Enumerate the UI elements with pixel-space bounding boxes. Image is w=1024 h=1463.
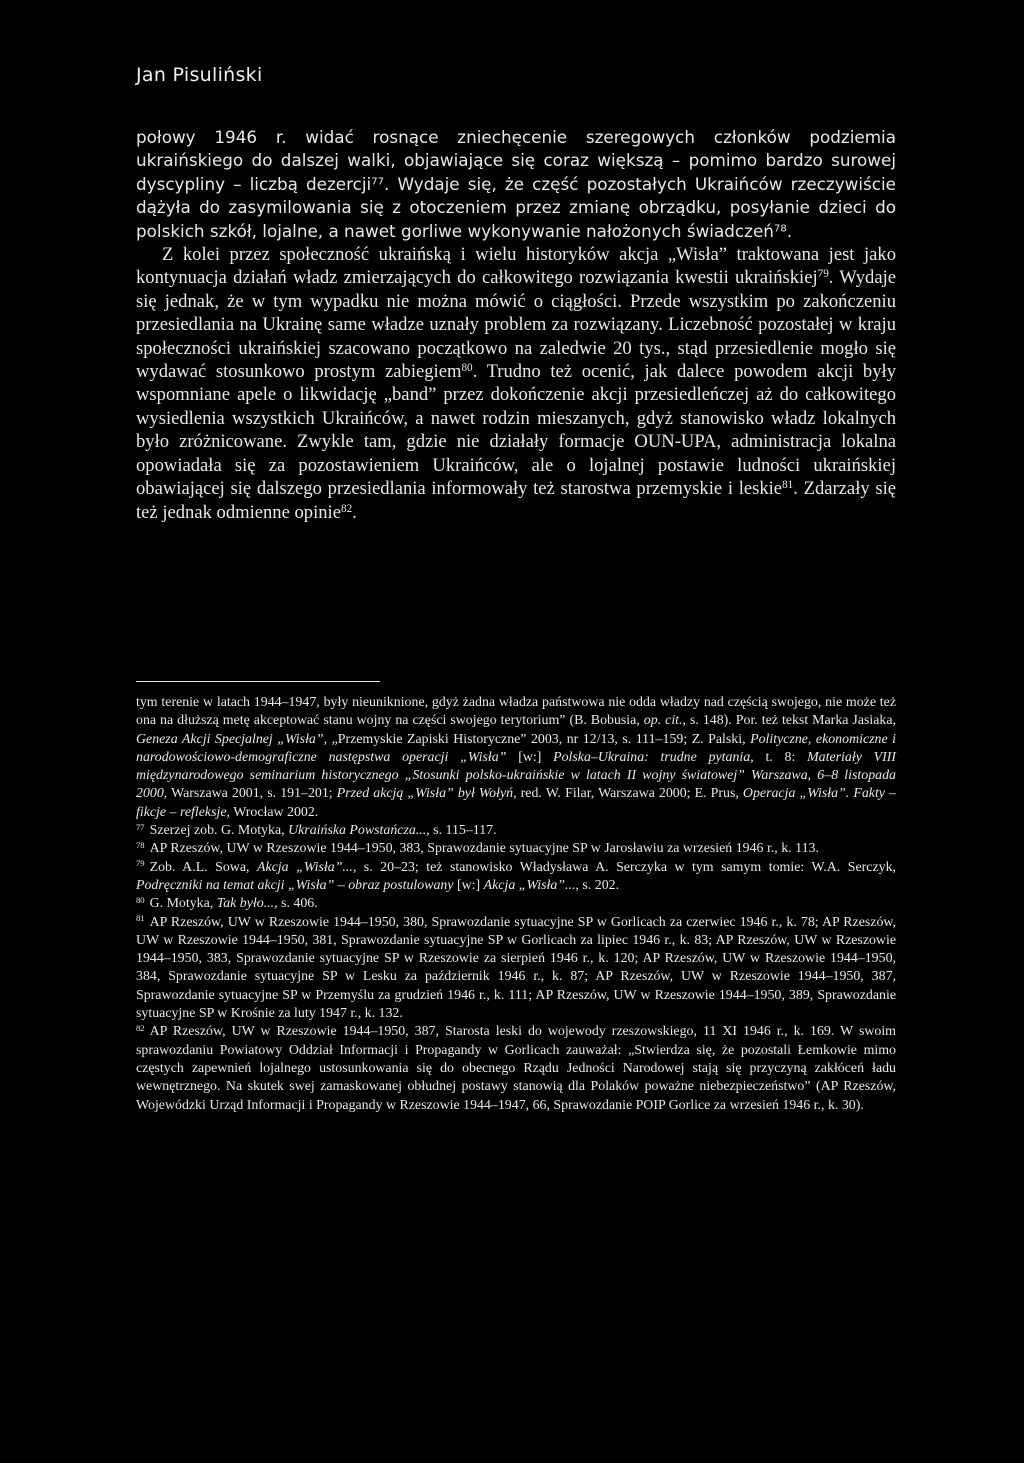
footnote-reference[interactable]: 81	[782, 478, 794, 491]
italic-citation: Akcja „Wisła”...	[256, 859, 353, 875]
footnote-82	[136, 1023, 896, 1114]
text-run: . Trudno też ocenić, jak dalece powodem akcji były wspomniane apele o likwidację „band” przez dokończenie akcji przesiedleńczej aż do całkowitego wysiedlenia wszystkich Ukraińców, a nawet rodzin mieszanych, gdyż stanowisko władz lokalnych było zróżnicowane. Zwykle tam, gdzie nie działały formacje OUN-UPA, administracja lokalna opowiadała się za pozostawieniem Ukraińców, ale o lojalnej postawie ludności ukraińskiej obawiającej się dalszego przesiedlania informowały też starostwa przemyskie i leskie	[136, 361, 896, 500]
footnote-79	[136, 859, 896, 896]
italic-citation: op. cit.	[643, 713, 683, 729]
text-run: tym terenie w latach 1944–1947, były nieuniknione, gdyż żadna władza państwowa nie odda władzy nad częścią swojego, nie może też ona na dłuższą metę akceptować stanu wojny na części swojego terytorium” (B. Bobusia,	[136, 695, 896, 729]
text-run: AP Rzeszów, UW w Rzeszowie 1944–1950, 387, Starosta leski do wojewody rzeszowskiego, 11 XI 1946 r., k. 169. W swoim sprawozdaniu Powiatowy Oddział Informacji i Propagandy w Gorlicach zauważał: „Stwierdza się, że pozostali Łemkowie mimo częstych zapewnień lojalnego ustosunkowania się do obecnego Rządu Jedności Narodowej stają się przyczyną zakłóceń ładu wewnętrznego. Na skutek swej zamaskowanej obłudnej postawy stanowią dla Polaków poważne niebezpieczeństwo” (AP Rzeszów, Wojewódzki Urząd Informacji i Propagandy w Rzeszowie 1944–1947, 66, Sprawozdanie POIP Gorlice za wrzesień 1946 r., k. 30).	[136, 1024, 896, 1113]
italic-citation: Polska–Ukraina: trudne pytania	[553, 749, 751, 765]
text-run: , t. 8:	[750, 749, 808, 765]
text-run: [w:]	[506, 749, 554, 765]
text-run: , Warszawa 2001, s. 191–201;	[163, 786, 337, 802]
italic-citation: Podręczniki na temat akcji „Wisła” – obraz postulowany	[136, 877, 454, 893]
text-run: połowy 1946 r. widać rosnące zniechęcenie szeregowych członków podziemia ukraińskiego do dalszej walki, objawiające się coraz większą – pomimo bardzo surowej dyscypliny – liczbą dezercji	[136, 127, 896, 194]
footnote-78	[136, 840, 896, 858]
footnote-reference[interactable]: 82	[340, 502, 353, 515]
footnote-number: 82	[136, 1023, 145, 1034]
footnote-number: 80	[136, 894, 145, 905]
footnote-number: 79	[136, 858, 145, 869]
italic-citation: Operacja „Wisła”. Fakty – fikcje – refleksje	[136, 786, 897, 820]
text-run: , s. 406.	[274, 896, 318, 912]
paragraph	[136, 243, 896, 524]
footnote-number: 81	[136, 913, 145, 924]
text-run: , s. 148). Por. też tekst Marka Jasiaka,	[682, 713, 896, 729]
italic-citation: Przed akcją „Wisła” był Wołyń	[336, 786, 514, 802]
footnote-reference[interactable]: 78	[773, 223, 787, 235]
italic-citation: Polityczne, ekonomiczne i narodowościowo-demograficzne następstwa operacji „Wisła”	[136, 731, 896, 765]
text-run: Zob. A.L. Sowa,	[149, 859, 257, 875]
footnote-number: 77	[136, 821, 145, 832]
text-run: .	[352, 501, 357, 523]
text-run: .	[786, 220, 793, 241]
footnote-77	[136, 822, 896, 840]
text-run: . Wydaje się, że część pozostałych Ukraińców rzeczywiście dążyła do zasymilowania się z otoczeniem przez zmianę obrządku, posyłanie dzieci do polskich szkół, lojalne, a nawet gorliwe wykonywanie nałożonych świadczeń	[136, 173, 896, 241]
text-run: , s. 202.	[575, 877, 620, 893]
paragraph	[136, 126, 896, 243]
text-run: . Zdarzały się też jednak odmienne opinie	[136, 478, 897, 523]
text-run: G. Motyka,	[149, 896, 217, 912]
italic-citation: Geneza Akcji Specjalnej „Wisła”,	[136, 731, 328, 747]
text-run: AP Rzeszów, UW w Rzeszowie 1944–1950, 380, Sprawozdanie sytuacyjne SP w Gorlicach za czerwiec 1946 r., k. 78; AP Rzeszów, UW w Rzeszowie 1944–1950, 381, Sprawozdanie sytuacyjne SP w Gorlicach za lipiec 1946 r., k. 83; AP Rzeszów, UW w Rzeszowie 1944–1950, 383, Sprawozdanie sytuacyjne SP w Rzeszowie za sierpień 1946 r., k. 120; AP Rzeszów, UW w Rzeszowie 1944–1950, 384, Sprawozdanie sytuacyjne SP w Lesku za październik 1946 r., k. 87; AP Rzeszów, UW w Rzeszowie 1944–1950, 387, Sprawozdanie sytuacyjne SP w Przemyślu za grudzień 1946 r., k. 111; AP Rzeszów, UW w Rzeszowie 1944–1950, 389, Sprawozdanie sytuacyjne SP w Krośnie za luty 1947 r., k. 132.	[136, 914, 896, 1022]
main-text	[136, 126, 896, 524]
footnote-continued	[136, 694, 896, 822]
text-run: , Wrocław 2002.	[226, 804, 319, 820]
text-run: „Przemyskie Zapiski Historyczne” 2003, nr 12/13, s. 111–159; Z. Palski,	[327, 731, 751, 747]
text-run: AP Rzeszów, UW w Rzeszowie 1944–1950, 383, Sprawozdanie sytuacyjne SP w Jarosławiu za wrzesień 1946 r., k. 113.	[149, 841, 819, 857]
footnote-number: 78	[136, 840, 145, 851]
italic-citation: Akcja „Wisła”...	[483, 877, 576, 893]
footnote-reference[interactable]: 80	[461, 361, 473, 374]
text-run: , s. 20–23; też stanowisko Władysława A. Serczyka w tym samym tomie: W.A. Serczyk,	[352, 859, 896, 875]
footnote-reference[interactable]: 77	[371, 176, 385, 188]
text-run: . Wydaje się jednak, że w tym wypadku nie można mówić o ciągłości. Przede wszystkim po zakończeniu przesiedlania na Ukrainę same władze uznały problem za rozwiązany. Liczebność pozostałej w kraju społeczności ukraińskiej szacowano początkowo na zaledwie 20 tys., stąd przesiedlenie mogło się wydawać stosunkowo prostym zabiegiem	[136, 267, 896, 383]
italic-citation: Tak było...	[216, 896, 275, 912]
italic-citation: Ukraińska Powstańcza...	[288, 823, 427, 839]
text-run: Szerzej zob. G. Motyka,	[149, 823, 289, 839]
running-head-author: Jan Pisuliński	[136, 64, 263, 86]
text-run: , s. 115–117.	[426, 823, 497, 839]
text-run: Z kolei przez społeczność ukraińską i wielu historyków akcja „Wisła” traktowana jest jako kontynuacja działań władz zmierzających do całkowitego rozwiązania kwestii ukraińskiej	[136, 244, 896, 289]
italic-citation: Materiały VIII międzynarodowego seminarium historycznego „Stosunki polsko-ukraińskie w latach II wojny światowej” Warszawa, 6–8 listopada 2000	[136, 749, 896, 802]
footnote-separator	[136, 681, 380, 682]
footnotes	[136, 694, 896, 1115]
footnote-reference[interactable]: 79	[817, 268, 829, 281]
text-run: [w:]	[453, 877, 484, 893]
footnote-80	[136, 895, 896, 913]
text-run: , red. W. Filar, Warszawa 2000; E. Prus,	[513, 786, 743, 802]
footnote-81	[136, 914, 896, 1024]
